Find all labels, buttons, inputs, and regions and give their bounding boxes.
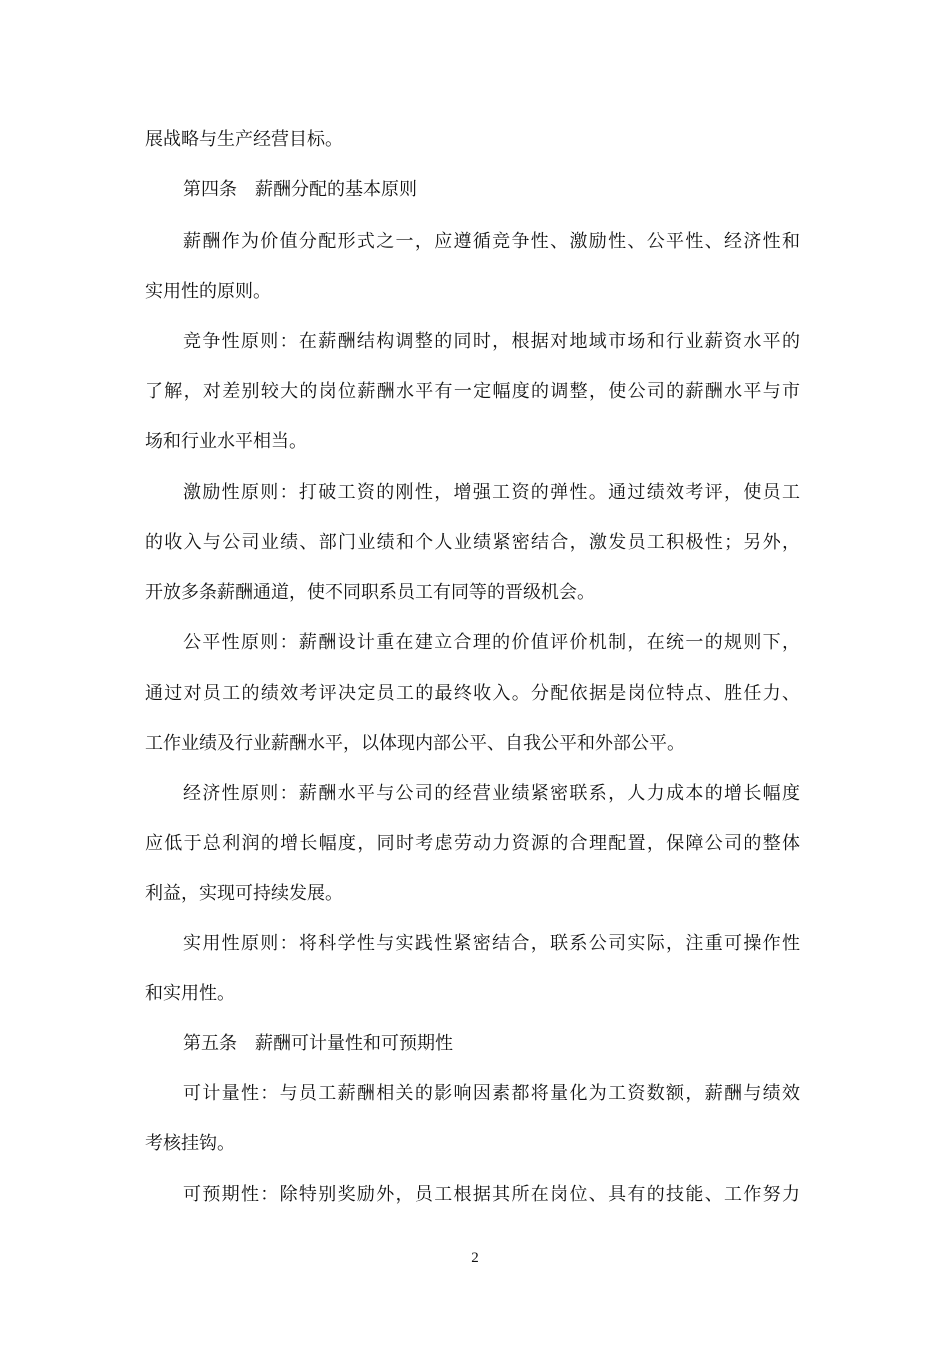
text-line: 应低于总利润的增长幅度，同时考虑劳动力资源的合理配置，保障公司的整体 [145, 833, 800, 854]
text-line: 实用性原则：将科学性与实践性紧密结合，联系公司实际，注重可操作性 [183, 933, 800, 954]
article-heading: 第五条 薪酬可计量性和可预期性 [183, 1033, 453, 1054]
text-line: 实用性的原则。 [145, 281, 271, 302]
text-line: 的收入与公司业绩、部门业绩和个人业绩紧密结合，激发员工积极性；另外， [145, 532, 800, 553]
text-line: 通过对员工的绩效考评决定员工的最终收入。分配依据是岗位特点、胜任力、 [145, 683, 800, 704]
text-line: 开放多条薪酬通道，使不同职系员工有同等的晋级机会。 [145, 582, 595, 603]
text-line: 可预期性：除特别奖励外，员工根据其所在岗位、具有的技能、工作努力 [183, 1184, 800, 1205]
text-line: 可计量性：与员工薪酬相关的影响因素都将量化为工资数额，薪酬与绩效 [183, 1083, 800, 1104]
text-line: 了解，对差别较大的岗位薪酬水平有一定幅度的调整，使公司的薪酬水平与市 [145, 381, 800, 402]
text-line: 和实用性。 [145, 983, 235, 1004]
text-line: 竞争性原则：在薪酬结构调整的同时，根据对地域市场和行业薪资水平的 [183, 331, 800, 352]
text-line: 展战略与生产经营目标。 [145, 129, 343, 150]
text-line: 利益，实现可持续发展。 [145, 883, 343, 904]
text-line: 考核挂钩。 [145, 1133, 235, 1154]
text-line: 薪酬作为价值分配形式之一，应遵循竞争性、激励性、公平性、经济性和 [183, 231, 800, 252]
text-line: 公平性原则：薪酬设计重在建立合理的价值评价机制，在统一的规则下， [183, 632, 800, 653]
page-number: 2 [471, 1250, 479, 1266]
article-heading: 第四条 薪酬分配的基本原则 [183, 179, 417, 200]
text-line: 经济性原则：薪酬水平与公司的经营业绩紧密联系，人力成本的增长幅度 [183, 783, 800, 804]
text-line: 工作业绩及行业薪酬水平，以体现内部公平、自我公平和外部公平。 [145, 733, 685, 754]
text-line: 场和行业水平相当。 [145, 431, 307, 452]
text-line: 激励性原则：打破工资的刚性，增强工资的弹性。通过绩效考评，使员工 [183, 482, 800, 503]
